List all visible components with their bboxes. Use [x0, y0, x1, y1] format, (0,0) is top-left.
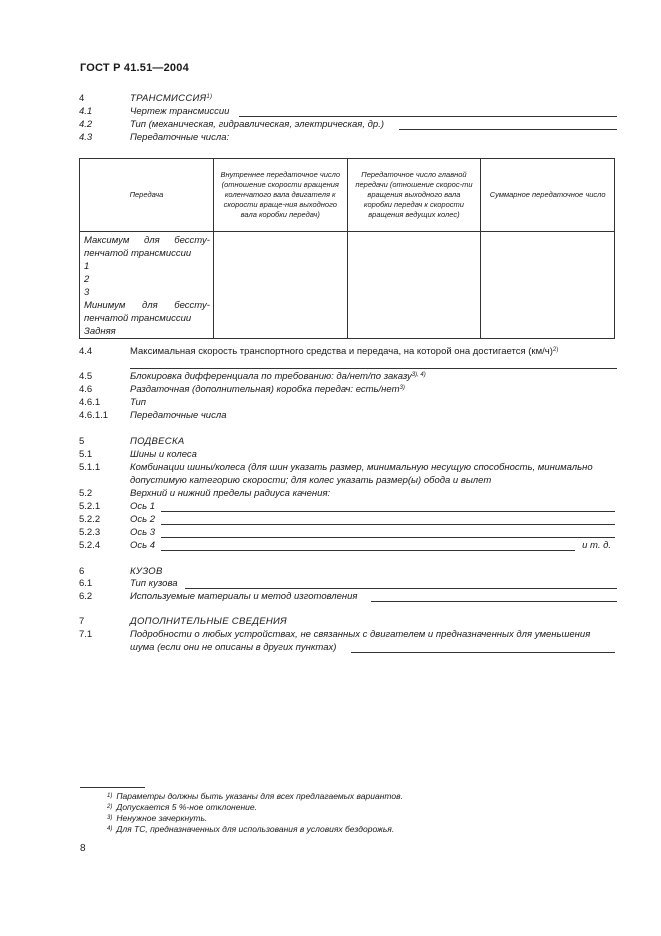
item-number: 5.2	[79, 488, 93, 499]
fill-line	[351, 642, 615, 653]
gear-min-line: Минимум для бессту-	[84, 300, 210, 311]
axle-label: Ось 3	[130, 527, 156, 538]
gear-3: 3	[84, 287, 90, 298]
footnote-text: Ненужное зачеркнуть.	[116, 813, 208, 823]
fill-line	[161, 540, 575, 551]
item-label: Верхний и нижний пределы радиуса качения:	[130, 488, 331, 499]
footnote-ref: 2)	[552, 347, 559, 353]
item-number: 5.2.3	[79, 527, 101, 538]
item-label: Шины и колеса	[130, 449, 197, 460]
item-number: 4.6.1	[79, 397, 101, 408]
footnote-2	[107, 802, 257, 813]
section-title: ДОПОЛНИТЕЛЬНЫЕ СВЕДЕНИЯ	[130, 616, 287, 627]
table-row	[80, 232, 615, 339]
footnote-mark: 3)	[107, 815, 113, 821]
item-number: 5.2.1	[79, 501, 101, 512]
item-label: Тип (механическая, гидравлическая, электрическая, др.)	[130, 119, 384, 130]
item-number: 7.1	[79, 629, 93, 640]
section-number: 5	[79, 436, 85, 447]
item-label: Передаточные числа:	[130, 132, 230, 143]
item-label: Блокировка дифференциала по требованию: да/нет/по заказу	[130, 371, 412, 382]
item-label: Подробности о любых устройствах, не связанных с двигателем и предназначенных для уменьшения	[130, 629, 591, 640]
fill-line	[161, 501, 615, 512]
footnote-text: Параметры должны быть указаны для всех предлагаемых вариантов.	[116, 791, 403, 801]
item-label: Передаточные числа	[130, 410, 227, 421]
item-number: 6.2	[79, 591, 93, 602]
table-header-row	[80, 159, 615, 232]
fill-line	[185, 578, 617, 589]
item-number: 4.1	[79, 106, 93, 117]
gear-reverse: Задняя	[84, 326, 116, 337]
item-number: 5.1	[79, 449, 93, 460]
col-header-internal-ratio: Внутреннее передаточное число (отношение скорости вращения коленчатого вала двигателя к скорости враще-ния выходного вала коробки передач)	[213, 159, 347, 232]
item-label: Комбинации шины/колеса (для шин указать размер, минимальную несущую способность, минимально	[130, 462, 593, 473]
fill-line	[399, 119, 617, 130]
footnote-ref: 3)	[399, 385, 405, 391]
document-header: ГОСТ Р 41.51—2004	[80, 62, 189, 74]
section-number: 7	[79, 616, 85, 627]
item-label: Чертеж трансмиссии	[130, 106, 230, 117]
fill-line	[161, 527, 615, 538]
gear-2: 2	[84, 274, 90, 285]
footnote-4	[107, 824, 394, 835]
internal-ratio-cell	[213, 232, 347, 339]
footnote-text: Для ТС, предназначенных для использования в условиях бездорожья.	[116, 824, 395, 834]
final-drive-ratio-cell	[347, 232, 481, 339]
item-label-cont: допустимую категорию скорости; для колес указать размер(ы) обода и вылет	[130, 475, 492, 486]
section-title: ПОДВЕСКА	[130, 436, 185, 447]
item-number: 5.2.4	[79, 540, 101, 551]
col-header-gear: Передача	[80, 159, 214, 232]
fill-line	[239, 106, 617, 117]
item-number: 4.4	[79, 346, 93, 357]
fill-line	[371, 591, 617, 602]
axle-label: Ось 4	[130, 540, 156, 551]
page-number: 8	[80, 843, 86, 854]
footnote-text: Допускается 5 %-ное отклонение.	[116, 802, 257, 812]
axle-label: Ось 1	[130, 501, 156, 512]
gear-max-line-2: пенчатой трансмиссии	[84, 248, 192, 259]
total-ratio-cell	[481, 232, 615, 339]
footnote-mark: 4)	[107, 826, 113, 832]
fill-line	[161, 514, 615, 525]
footnote-rule	[80, 787, 145, 788]
col-header-final-drive-ratio: Передаточное число главной передачи (отношение скорос-ти вращения выходного вала коробки передач к скорости вращения ведущих колес)	[347, 159, 481, 232]
item-label-cont: шума (если они не описаны в других пунктах)	[130, 642, 337, 653]
footnote-3	[107, 813, 207, 824]
item-number: 4.2	[79, 119, 93, 130]
item-label: Раздаточная (дополнительная) коробка передач: есть/нет	[130, 384, 400, 395]
gear-min-line-2: пенчатой трансмиссии	[84, 313, 192, 324]
section-number: 4	[79, 93, 85, 104]
gear-1: 1	[84, 261, 90, 272]
item-number: 4.3	[79, 132, 93, 143]
axle-label: Ось 2	[130, 514, 156, 525]
item-label: Тип	[130, 397, 146, 408]
item-label: Тип кузова	[130, 578, 178, 589]
footnote-mark: 2)	[107, 804, 113, 810]
footnote-ref: 1)	[206, 94, 213, 100]
section-title: ТРАНСМИССИЯ	[130, 93, 207, 104]
footnote-1	[107, 791, 403, 802]
item-label: Максимальная скорость транспортного средства и передача, на которой она достигается (км/ч)	[130, 346, 553, 357]
gear-max-line: Максимум для бессту-	[84, 235, 210, 246]
item-label: Используемые материалы и метод изготовления	[130, 591, 358, 602]
footnote-mark: 1)	[107, 793, 113, 799]
item-number: 6.1	[79, 578, 93, 589]
item-number: 4.6	[79, 384, 93, 395]
item-number: 5.2.2	[79, 514, 101, 525]
gear-ratio-table	[79, 158, 615, 339]
item-number: 5.1.1	[79, 462, 101, 473]
gear-list-cell	[80, 232, 214, 339]
etc-label: и т. д.	[582, 540, 611, 551]
fill-line	[130, 358, 617, 369]
item-number: 4.5	[79, 371, 93, 382]
section-title: КУЗОВ	[130, 566, 163, 577]
col-header-total-ratio: Суммарное передаточное число	[481, 159, 615, 232]
section-number: 6	[79, 566, 85, 577]
item-number: 4.6.1.1	[79, 410, 109, 421]
footnote-ref: 3), 4)	[411, 372, 426, 378]
